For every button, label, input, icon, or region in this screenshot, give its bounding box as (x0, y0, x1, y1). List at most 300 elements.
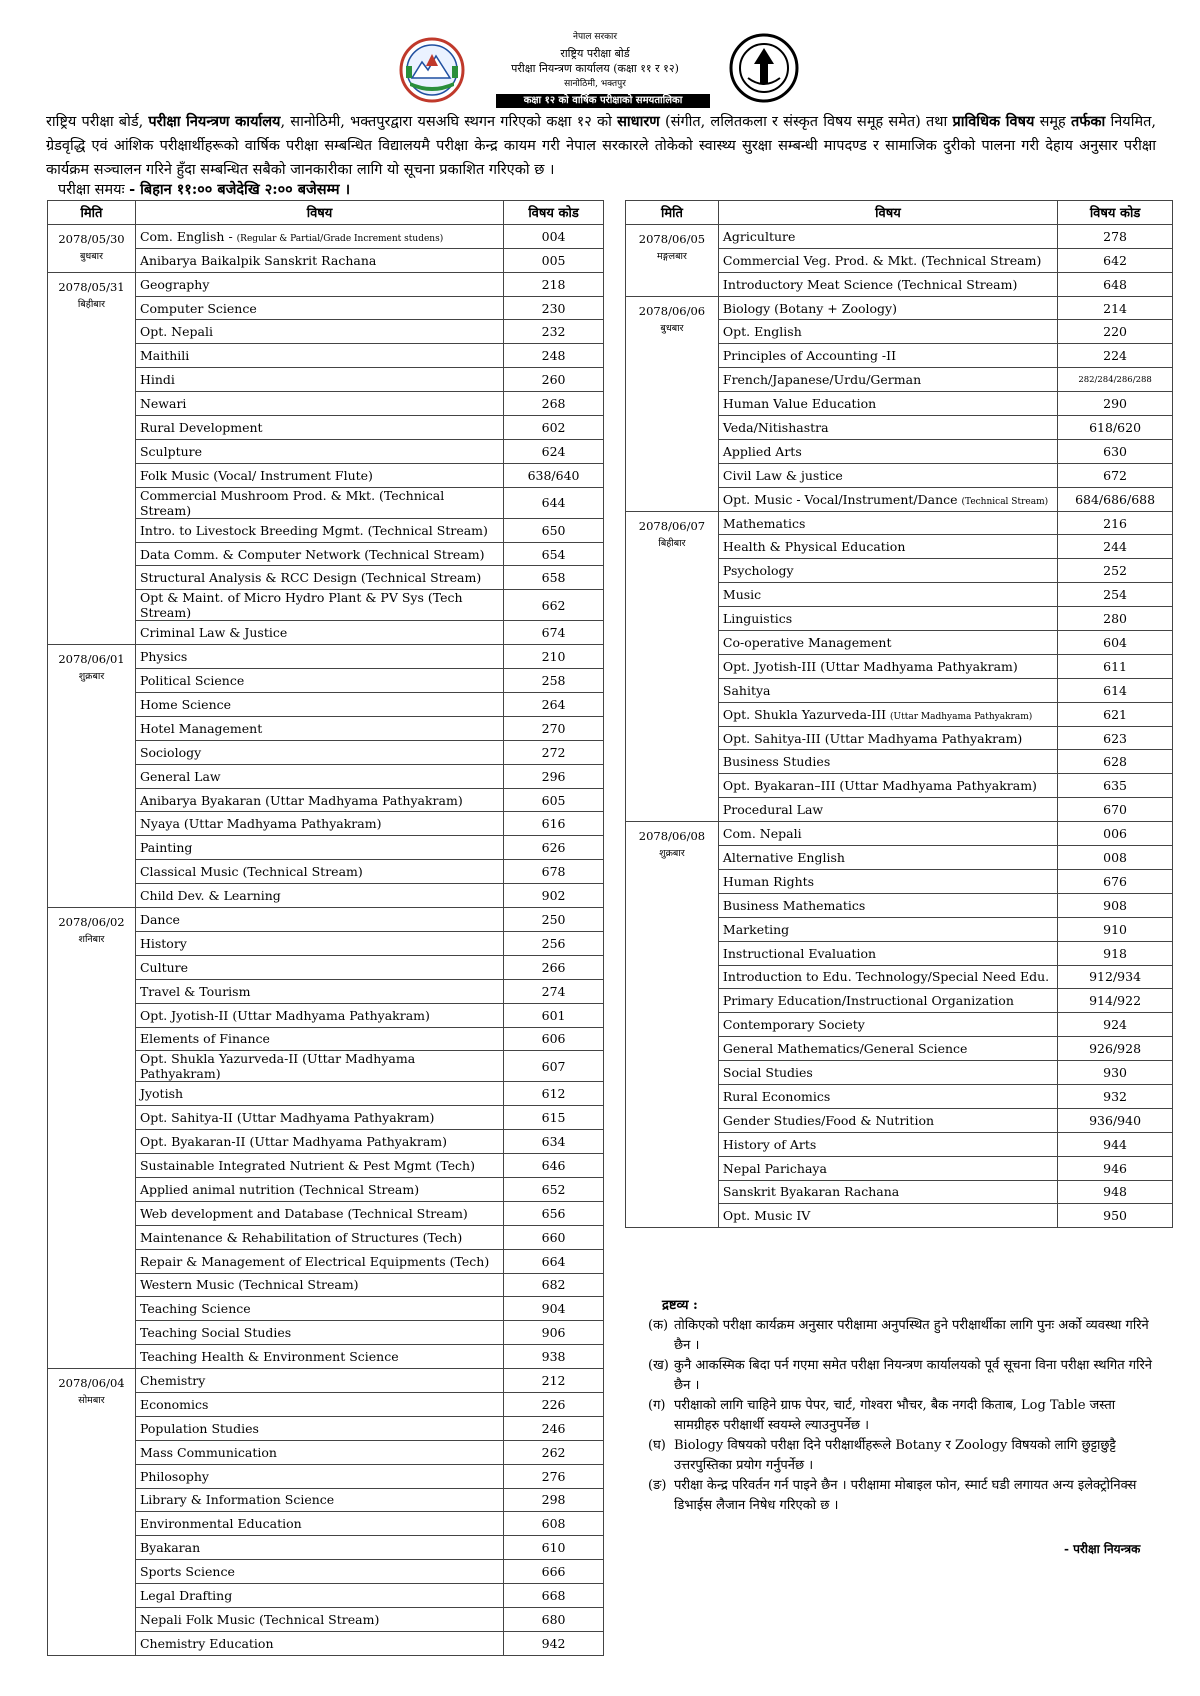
subject-code: 630 (1058, 439, 1173, 463)
subject-cell (718, 1061, 1057, 1085)
subject-name: Travel & Tourism (139, 983, 251, 999)
subject-code: 006 (1058, 822, 1173, 846)
subject-name: Opt. Jyotish-II (Uttar Madhyama Pathyakram) (139, 1007, 430, 1023)
subject-code: 244 (1058, 535, 1173, 559)
subject-code: 658 (504, 566, 604, 590)
subject-code: 602 (504, 416, 604, 440)
subject-cell (718, 392, 1057, 416)
subject-name: Nyaya (Uttar Madhyama Pathyakram) (139, 816, 382, 832)
subject-code: 644 (504, 487, 604, 518)
subject-cell (718, 439, 1057, 463)
table-row (48, 645, 604, 669)
subject-name: Sanskrit Byakaran Rachana (722, 1184, 900, 1200)
subject-code: 684/686/688 (1058, 487, 1173, 511)
subject-name: History of Arts (722, 1136, 817, 1152)
subject-cell (135, 224, 503, 248)
subject-cell (135, 272, 503, 296)
subject-name: Rural Economics (722, 1088, 831, 1104)
subject-cell (718, 535, 1057, 559)
subject-name: Opt. Shukla Yazurveda-III (722, 706, 891, 722)
subject-name: Mass Communication (139, 1444, 277, 1460)
subject-code: 908 (1058, 893, 1173, 917)
subject-name: Western Music (Technical Stream) (139, 1277, 359, 1293)
subject-code: 654 (504, 542, 604, 566)
subject-code: 254 (1058, 583, 1173, 607)
subject-cell (135, 566, 503, 590)
subject-code: 212 (504, 1369, 604, 1393)
subject-code: 280 (1058, 607, 1173, 631)
table-row (626, 224, 1173, 248)
subject-cell (135, 884, 503, 908)
exam-date-cell (626, 822, 719, 1228)
subject-name: Geography (139, 276, 210, 292)
subject-cell (718, 272, 1057, 296)
subject-code: 250 (504, 908, 604, 932)
code-header: विषय कोड (1058, 201, 1173, 225)
subject-name: Economics (139, 1396, 209, 1412)
subject-name: Computer Science (139, 300, 257, 316)
subject-code: 601 (504, 1003, 604, 1027)
subject-name: Rural Development (139, 419, 263, 435)
note-item (648, 1476, 1158, 1516)
subject-name: Structural Analysis & RCC Design (Technical Stream) (139, 570, 482, 586)
subject-name: Maithili (139, 348, 190, 364)
subject-name: Teaching Social Studies (139, 1325, 292, 1341)
exam-date: 2078/05/30 (58, 231, 125, 246)
subject-code: 624 (504, 439, 604, 463)
subject-name: Elements of Finance (139, 1031, 270, 1047)
subject-cell (135, 1416, 503, 1440)
subject-cell (718, 965, 1057, 989)
subject-code: 612 (504, 1082, 604, 1106)
subject-code: 616 (504, 812, 604, 836)
subject-code: 938 (504, 1345, 604, 1369)
exam-day: शुक्रबार (78, 671, 105, 683)
subject-code: 607 (504, 1051, 604, 1082)
subject-code: 290 (1058, 392, 1173, 416)
note-item (648, 1316, 1158, 1356)
subject-name: Opt. Music - Vocal/Instrument/Dance (722, 491, 962, 507)
subject-cell (718, 750, 1057, 774)
subject-name: Biology (Botany + Zoology) (722, 300, 897, 316)
subject-cell (718, 559, 1057, 583)
subject-code: 906 (504, 1321, 604, 1345)
subject-name: Contemporary Society (722, 1017, 865, 1033)
subject-cell (718, 1156, 1057, 1180)
subject-cell (135, 1631, 503, 1655)
subject-name: Philosophy (139, 1468, 209, 1484)
intro-text: (संगीत, ललितकला र संस्कृत विषय समूह समेत) तथा (659, 114, 953, 130)
subject-code: 628 (1058, 750, 1173, 774)
subject-cell (718, 798, 1057, 822)
note-marker: (घ) (648, 1438, 666, 1453)
exam-day: सोमबार (78, 1395, 105, 1407)
exam-date: 2078/06/05 (638, 231, 706, 246)
subject-name: Culture (139, 959, 189, 975)
subject-cell (135, 1488, 503, 1512)
subject-cell (135, 1464, 503, 1488)
subject-name: Folk Music (Vocal/ Instrument Flute) (139, 467, 373, 483)
subject-code: 674 (504, 621, 604, 645)
subject-name: Marketing (722, 921, 790, 937)
subject-code: 246 (504, 1416, 604, 1440)
subject-code: 904 (504, 1297, 604, 1321)
subject-name: Chemistry (139, 1373, 206, 1389)
subject-code: 232 (504, 320, 604, 344)
subject-cell (135, 1154, 503, 1178)
date-header: मिति (626, 201, 719, 225)
subject-cell (135, 1082, 503, 1106)
subject-name: Sports Science (139, 1564, 235, 1580)
subject-code: 932 (1058, 1084, 1173, 1108)
subject-note: (Technical Stream) (961, 496, 1049, 507)
subject-code: 662 (504, 590, 604, 621)
subject-cell (135, 1201, 503, 1225)
note-text: तोकिएको परीक्षा कार्यक्रम अनुसार परीक्षामा अनुपस्थित हुने परीक्षार्थीका लागि पुनः अर्को व्यवस्था गरिने छैन । (674, 1318, 1149, 1353)
subject-name: Chemistry Education (139, 1635, 274, 1651)
subject-name: Anibarya Baikalpik Sanskrit Rachana (139, 252, 377, 268)
subject-code: 218 (504, 272, 604, 296)
note-marker: (ख) (648, 1358, 669, 1373)
subject-code: 248 (504, 344, 604, 368)
subject-name: Principles of Accounting -II (722, 348, 897, 364)
subject-code: 264 (504, 693, 604, 717)
subject-code: 606 (504, 1027, 604, 1051)
subject-code: 948 (1058, 1180, 1173, 1204)
subject-cell (135, 296, 503, 320)
subject-cell (718, 1204, 1057, 1228)
subject-code: 635 (1058, 774, 1173, 798)
subject-cell (135, 439, 503, 463)
subject-name: Jyotish (139, 1086, 184, 1102)
subject-cell (135, 1225, 503, 1249)
subject-cell (135, 344, 503, 368)
table-row (626, 511, 1173, 535)
exam-date: 2078/06/08 (638, 829, 706, 844)
subject-name: Civil Law & justice (722, 467, 843, 483)
note-text: परीक्षा केन्द्र परिवर्तन गर्न पाइने छैन । परीक्षामा मोबाइल फोन, स्मार्ट घडी लगायत अन्य इलेक्ट्रोनिक्स डिभाईस लैजान निषेध गरिएको छ । (674, 1478, 1137, 1513)
subject-name: Opt. Byakaran–III (Uttar Madhyama Pathyakram) (722, 778, 1037, 794)
intro-text: नियमित, ग्रेडवृद्धि एवं आंशिक परीक्षार्थीहरूको वार्षिक परीक्षा सम्बन्धित विद्यालयमै परीक्षा केन्द्र कायम गरी नेपाल सरकारले तोकेको स्वास्थ्य सुरक्षा सम्बन्धी मापदण्ड र सामाजिक दुरीको पालना गरी देहाय अनुसार परीक्षा कार्यक्रम सञ्चालन गरिने हुँदा सम्बन्धित सबैको जानकारीका लागि यो सूचना प्रकाशित गरिएको छ । (46, 114, 1157, 178)
subject-name: Opt. English (722, 324, 802, 340)
subject-name: Painting (139, 840, 193, 856)
subject-cell (135, 1607, 503, 1631)
subject-code: 626 (504, 836, 604, 860)
subject-code: 618/620 (1058, 416, 1173, 440)
subject-name: Opt. Shukla Yazurveda-II (Uttar Madhyama Pathyakram) (139, 1051, 416, 1082)
subject-name: Social Studies (722, 1065, 813, 1080)
nepal-emblem-icon (398, 36, 466, 104)
subject-cell (718, 917, 1057, 941)
subject-code: 950 (1058, 1204, 1173, 1228)
subject-code: 216 (1058, 511, 1173, 535)
subject-cell (718, 654, 1057, 678)
note-marker: (ङ) (648, 1478, 667, 1493)
notes-section (648, 1296, 1158, 1516)
subject-code: 912/934 (1058, 965, 1173, 989)
subject-cell (718, 1132, 1057, 1156)
intro-text: समूह (1034, 114, 1071, 130)
exam-day: बुधबार (660, 322, 684, 334)
subject-note: (Regular & Partial/Grade Increment studens) (236, 233, 444, 244)
subject-cell (718, 1180, 1057, 1204)
subject-name: Applied Arts (722, 443, 802, 459)
subject-code: 268 (504, 392, 604, 416)
subject-name: Business Studies (722, 754, 831, 770)
subject-code: 272 (504, 740, 604, 764)
subject-cell (135, 1273, 503, 1297)
subject-code: 936/940 (1058, 1108, 1173, 1132)
code-header: विषय कोड (504, 201, 604, 225)
subject-cell (718, 416, 1057, 440)
notes-title: द्रष्टव्य : (662, 1298, 698, 1313)
subject-code: 656 (504, 1201, 604, 1225)
table-row (48, 272, 604, 296)
subject-code: 604 (1058, 631, 1173, 655)
subject-code: 642 (1058, 248, 1173, 272)
subject-name: Human Rights (722, 873, 815, 889)
subject-code: 668 (504, 1584, 604, 1608)
subject-cell (718, 702, 1057, 726)
subject-name: Commercial Veg. Prod. & Mkt. (Technical Stream) (722, 252, 1042, 268)
exam-date-cell (48, 272, 136, 645)
subject-name: Opt. Nepali (139, 324, 213, 340)
subject-name: General Law (139, 768, 221, 784)
subject-cell (718, 989, 1057, 1013)
subject-cell (135, 931, 503, 955)
subject-cell (135, 248, 503, 272)
subject-name: Introduction to Edu. Technology/Special Need Edu. (722, 969, 1050, 985)
subject-name: Instructional Evaluation (722, 945, 877, 961)
subject-code: 214 (1058, 296, 1173, 320)
subject-name: Byakaran (139, 1540, 201, 1556)
subject-name: Teaching Health & Environment Science (139, 1349, 399, 1365)
subject-cell (135, 518, 503, 542)
subject-name: Legal Drafting (139, 1588, 233, 1604)
exam-date-cell (626, 224, 719, 296)
subject-cell (718, 607, 1057, 631)
exam-date: 2078/06/01 (58, 652, 125, 667)
exam-date-cell (48, 1369, 136, 1656)
subject-code: 623 (1058, 726, 1173, 750)
exam-date-cell (626, 296, 719, 511)
subject-cell (135, 1321, 503, 1345)
subject-code: 910 (1058, 917, 1173, 941)
exam-date: 2078/06/04 (58, 1376, 125, 1391)
note-text: परीक्षाको लागि चाहिने ग्राफ पेपर, चार्ट, गोश्वरा भौचर, बैक नगदी किताब, Log Table जस्ता सामग्रीहरु परीक्षार्थी स्वयम्ले ल्याउनुपर्नेछ । (674, 1398, 1116, 1433)
subject-code: 252 (1058, 559, 1173, 583)
subject-cell (135, 1512, 503, 1536)
subject-code: 672 (1058, 463, 1173, 487)
exam-date: 2078/05/31 (58, 279, 125, 294)
subject-cell (135, 1177, 503, 1201)
subject-code: 220 (1058, 320, 1173, 344)
subject-cell (135, 1003, 503, 1027)
exam-date-cell (626, 511, 719, 822)
subject-code: 621 (1058, 702, 1173, 726)
subject-code: 610 (504, 1536, 604, 1560)
subject-name: Anibarya Byakaran (Uttar Madhyama Pathyakram) (139, 792, 463, 808)
subject-code: 676 (1058, 869, 1173, 893)
exam-time-value: - बिहान ११:०० बजेदेखि २:०० बजेसम्म । (129, 181, 351, 198)
subject-cell (135, 955, 503, 979)
note-marker: (ग) (648, 1398, 666, 1413)
exam-time (58, 181, 350, 199)
subject-cell (718, 224, 1057, 248)
subject-code: 258 (504, 669, 604, 693)
subject-code: 298 (504, 1488, 604, 1512)
subject-code: 942 (504, 1631, 604, 1655)
subject-cell (718, 296, 1057, 320)
subject-cell (718, 631, 1057, 655)
subject-cell (135, 1584, 503, 1608)
exam-date-cell (48, 645, 136, 908)
intro-text: राष्ट्रिय परीक्षा बोर्ड, (46, 114, 149, 130)
subject-cell (135, 1440, 503, 1464)
subject-code: 944 (1058, 1132, 1173, 1156)
exam-date: 2078/06/07 (638, 518, 706, 533)
subject-name: Com. English - (139, 228, 237, 244)
subject-header: विषय (135, 201, 503, 225)
subject-code: 924 (1058, 1013, 1173, 1037)
subject-code: 004 (504, 224, 604, 248)
subject-code: 930 (1058, 1061, 1173, 1085)
subject-cell (135, 1130, 503, 1154)
subject-note: (Uttar Madhyama Pathyakram) (890, 711, 1033, 722)
table-row (48, 908, 604, 932)
subject-name: Opt. Music IV (722, 1208, 811, 1224)
subject-name: Opt. Sahitya-II (Uttar Madhyama Pathyakram) (139, 1110, 435, 1126)
subject-code: 005 (504, 248, 604, 272)
subject-name: Intro. to Livestock Breeding Mgmt. (Technical Stream) (139, 522, 488, 538)
subject-code: 008 (1058, 846, 1173, 870)
exam-day: बुधबार (79, 250, 103, 262)
subject-cell (718, 583, 1057, 607)
subject-code: 682 (504, 1273, 604, 1297)
subject-code: 902 (504, 884, 604, 908)
note-item (648, 1396, 1158, 1436)
subject-cell (135, 1536, 503, 1560)
office-address: सानोठिमी, भक्तपुर (564, 78, 626, 89)
subject-code: 666 (504, 1560, 604, 1584)
subject-code: 276 (504, 1464, 604, 1488)
subject-name: Opt. Sahitya-III (Uttar Madhyama Pathyakram) (722, 730, 1023, 746)
exam-day: बिहीबार (77, 298, 106, 310)
subject-name: Opt. Byakaran-II (Uttar Madhyama Pathyakram) (139, 1134, 448, 1150)
exam-day: बिहीबार (658, 537, 686, 549)
subject-cell (718, 1037, 1057, 1061)
subject-cell (718, 487, 1057, 511)
subject-cell (135, 320, 503, 344)
subject-name: Political Science (139, 673, 245, 689)
exam-date: 2078/06/06 (638, 303, 706, 318)
subject-code: 260 (504, 368, 604, 392)
subject-name: Business Mathematics (722, 897, 866, 913)
subject-cell (135, 621, 503, 645)
subject-header: विषय (718, 201, 1057, 225)
subject-code: 680 (504, 1607, 604, 1631)
subject-name: Dance (139, 911, 180, 927)
note-marker: (क) (648, 1318, 669, 1333)
subject-cell (135, 1560, 503, 1584)
subject-name: Teaching Science (139, 1301, 251, 1317)
subject-code: 262 (504, 1440, 604, 1464)
subject-cell (135, 979, 503, 1003)
subject-name: Maintenance & Rehabilitation of Structures (Tech) (139, 1229, 463, 1245)
subject-name: Health & Physical Education (722, 539, 906, 555)
subject-cell (135, 908, 503, 932)
subject-code: 646 (504, 1154, 604, 1178)
subject-cell (135, 1106, 503, 1130)
exam-day: शुक्रबार (659, 848, 685, 860)
subject-cell (718, 941, 1057, 965)
subject-code: 278 (1058, 224, 1173, 248)
timetable-banner: कक्षा १२ को वार्षिक परीक्षाको समयतालिका (496, 94, 710, 108)
subject-name: Sociology (139, 744, 202, 760)
subject-cell (135, 416, 503, 440)
exam-date-cell (48, 224, 136, 272)
subject-name: Population Studies (139, 1420, 259, 1436)
schedule-table-right (625, 200, 1173, 1228)
subject-cell (718, 893, 1057, 917)
table-row (48, 1369, 604, 1393)
subject-code: 282/284/286/288 (1058, 368, 1173, 392)
subject-cell (135, 740, 503, 764)
subject-name: History (139, 935, 187, 951)
subject-cell (135, 392, 503, 416)
subject-name: Opt & Maint. of Micro Hydro Plant & PV Sys (Tech Stream) (139, 590, 463, 621)
subject-name: Procedural Law (722, 802, 824, 818)
subject-name: Data Comm. & Computer Network (Technical Stream) (139, 546, 485, 562)
subject-cell (718, 1084, 1057, 1108)
subject-code: 605 (504, 788, 604, 812)
exam-date: 2078/06/02 (58, 915, 125, 930)
subject-name: Library & Information Science (139, 1492, 335, 1508)
subject-cell (718, 368, 1057, 392)
subject-cell (718, 846, 1057, 870)
exam-day: शनिबार (78, 934, 105, 946)
board-seal-icon (728, 32, 800, 104)
subject-code: 266 (504, 955, 604, 979)
board-name: राष्ट्रिय परीक्षा बोर्ड (560, 46, 630, 60)
subject-cell (718, 869, 1057, 893)
subject-name: General Mathematics/General Science (722, 1041, 968, 1057)
intro-bold: परीक्षा नियन्त्रण कार्यालय (148, 113, 281, 130)
office-heading (470, 30, 720, 92)
subject-name: Nepal Parichaya (722, 1160, 827, 1176)
subject-code: 648 (1058, 272, 1173, 296)
subject-name: Physics (139, 649, 188, 665)
intro-bold: साधारण (617, 113, 660, 130)
subject-cell (135, 1027, 503, 1051)
subject-cell (135, 590, 503, 621)
subject-cell (135, 463, 503, 487)
subject-cell (718, 678, 1057, 702)
subject-cell (718, 822, 1057, 846)
note-text: कुनै आकस्मिक बिदा पर्न गएमा समेत परीक्षा नियन्त्रण कार्यालयको पूर्व सूचना विना परीक्षा स्थगित गरिने छैन । (674, 1358, 1153, 1393)
subject-name: Introductory Meat Science (Technical Stream) (722, 276, 1018, 292)
subject-cell (135, 669, 503, 693)
subject-name: Mathematics (722, 515, 806, 531)
intro-text: , सानोठिमी, भक्तपुरद्वारा यसअघि स्थगन गरिएको कक्षा १२ को (280, 114, 618, 130)
subject-name: Criminal Law & Justice (139, 625, 288, 641)
subject-code: 946 (1058, 1156, 1173, 1180)
note-text: Biology विषयको परीक्षा दिने परीक्षार्थीहरूले Botany र Zoology विषयको लागि छुट्टाछुट्टै उत्तरपुस्तिका प्रयोग गर्नुपर्नेछ । (674, 1438, 1116, 1473)
subject-name: Veda/Nitishastra (722, 419, 829, 435)
subject-cell (135, 836, 503, 860)
table-header-row (48, 201, 604, 225)
table-row (626, 822, 1173, 846)
